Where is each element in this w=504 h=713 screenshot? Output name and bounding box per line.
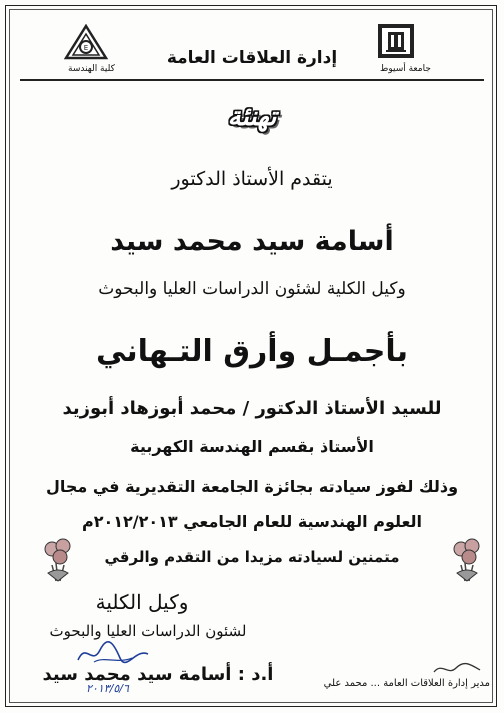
faculty-caption: كلية الهندسة — [68, 64, 115, 74]
university-caption: جامعة أسيوط — [380, 64, 431, 74]
signature-role-2: لشئون الدراسات العليا والبحوث — [49, 622, 247, 640]
department-title: إدارة العلاقات العامة — [166, 48, 338, 68]
flower-bouquet-icon — [38, 535, 78, 587]
recipient-title: الأستاذ بقسم الهندسة الكهربية — [130, 437, 374, 456]
handwritten-date: ٢٠١٣/٥/٦ — [86, 682, 129, 695]
header-divider — [20, 79, 484, 81]
recipient-line: للسيد الأستاذ الدكتور / محمد أبوزهاد أبوزيد — [62, 398, 442, 419]
sender-name: أسامة سيد محمد سيد — [110, 226, 394, 257]
occasion-line-2: العلوم الهندسية للعام الجامعي ٢٠١٢/٢٠١٣م — [81, 512, 423, 531]
greeting-line: بأجمـل وأرق التـهاني — [96, 334, 408, 369]
signature-role-1: وكيل الكلية — [95, 590, 189, 614]
director-line: مدير إدارة العلاقات العامة ... محمد علي — [323, 678, 490, 689]
flower-bouquet-icon — [447, 535, 487, 587]
handwritten-signature — [74, 638, 154, 672]
svg-text:E: E — [83, 44, 89, 52]
sender-title: وكيل الكلية لشئون الدراسات العليا والبحوث — [98, 279, 406, 299]
congratulations-title: تهنئة — [227, 102, 277, 132]
intro-line: يتقدم الأستاذ الدكتور — [171, 168, 333, 190]
signature-name: أ.د : أسامة سيد محمد سيد — [42, 664, 274, 685]
wish-line: متمنين لسيادته مزيدا من التقدم والرقي — [104, 548, 400, 566]
occasion-line-1: وذلك لفوز سيادته بجائزة الجامعة التقديرية في مجال — [45, 477, 459, 496]
